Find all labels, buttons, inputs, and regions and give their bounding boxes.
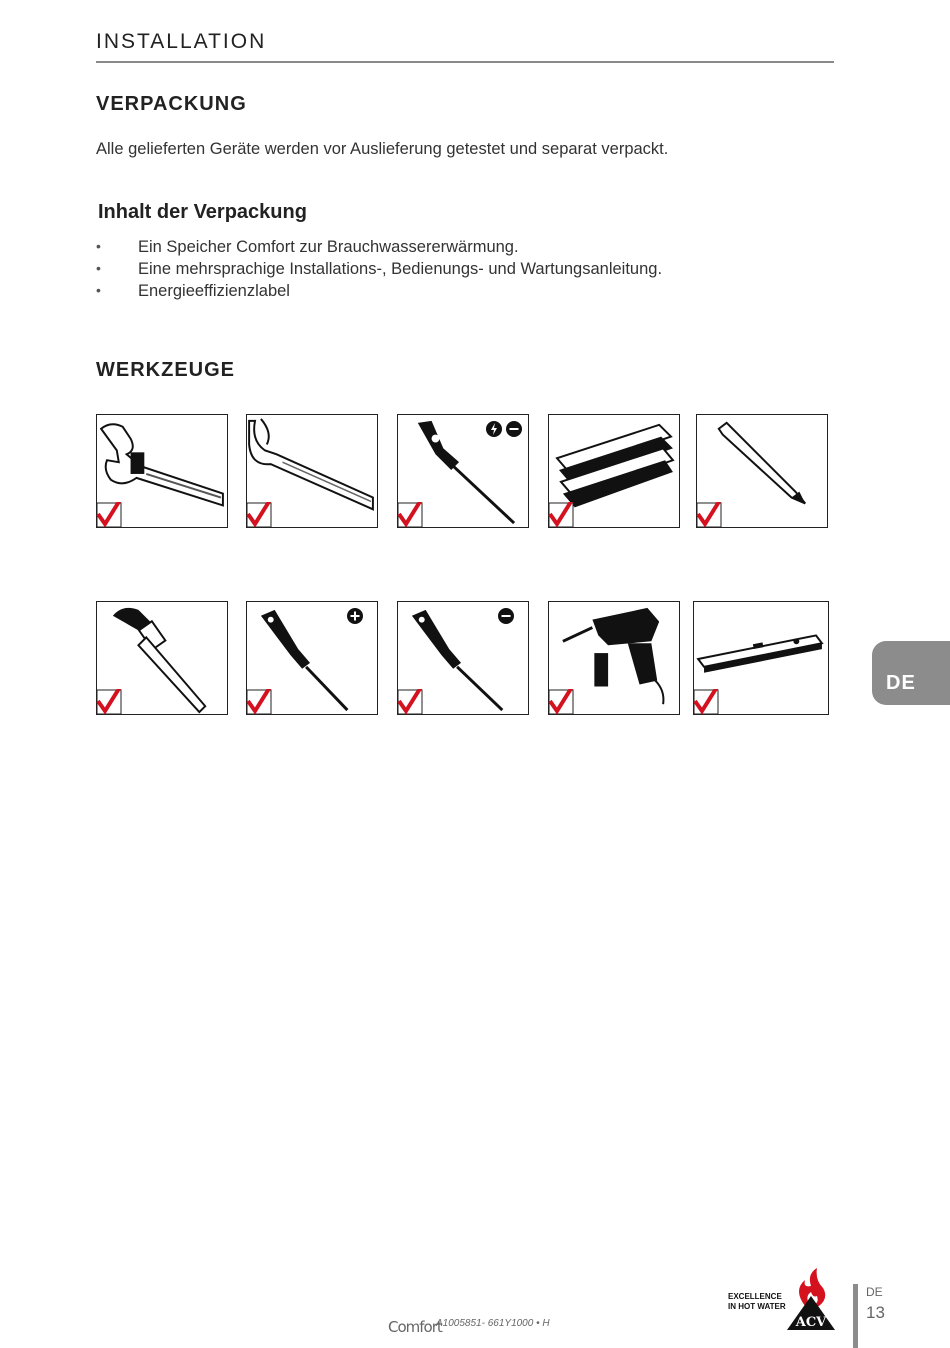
acv-logo-icon xyxy=(785,1266,837,1332)
contents-list xyxy=(96,238,662,304)
tool-adjustable-wrench xyxy=(96,414,228,528)
checkmark-icon xyxy=(96,689,122,715)
logo-text: ACV xyxy=(795,1315,827,1330)
minus-icon xyxy=(506,421,522,437)
language-tab xyxy=(872,641,950,705)
slogan-line: EXCELLENCE xyxy=(728,1292,782,1301)
tool-folding-ruler xyxy=(548,414,680,528)
tool-spirit-level xyxy=(693,601,829,715)
list-item: • Ein Speicher Comfort zur Brauchwassererwärmung. xyxy=(96,238,662,260)
language-tab-label: DE xyxy=(886,672,916,694)
page-language: DE xyxy=(866,1285,883,1299)
list-item: • Eine mehrsprachige Installations-, Bedienungs- und Wartungsanleitung. xyxy=(96,260,662,282)
tool-flat-screwdriver xyxy=(397,601,529,715)
section-heading-packaging: VERPACKUNG xyxy=(96,93,247,115)
checkmark-icon xyxy=(246,502,272,528)
header-divider xyxy=(96,61,834,63)
document-code: A1005851- 661Y1000 • H xyxy=(436,1318,550,1329)
lightning-icon xyxy=(486,421,502,437)
list-item: • Energieeffizienzlabel xyxy=(96,282,662,304)
tool-phillips-screwdriver xyxy=(246,601,378,715)
checkmark-icon xyxy=(548,689,574,715)
tool-pipe-wrench xyxy=(96,601,228,715)
tool-open-end-wrench xyxy=(246,414,378,528)
tool-power-drill xyxy=(548,601,680,715)
plus-icon xyxy=(347,608,363,624)
checkmark-icon xyxy=(397,689,423,715)
header-title: INSTALLATION xyxy=(96,30,267,53)
page-number: 13 xyxy=(866,1303,885,1322)
tool-voltage-tester xyxy=(397,414,529,528)
tool-pencil xyxy=(696,414,828,528)
minus-icon xyxy=(498,608,514,624)
slogan-line: IN HOT WATER xyxy=(728,1302,786,1311)
checkmark-icon xyxy=(397,502,423,528)
packaging-intro-text: Alle gelieferten Geräte werden vor Auslieferung getestet und separat verpackt. xyxy=(96,140,669,158)
checkmark-icon xyxy=(96,502,122,528)
checkmark-icon xyxy=(548,502,574,528)
brand-slogan xyxy=(728,1292,786,1312)
checkmark-icon xyxy=(246,689,272,715)
page-marker-bar xyxy=(853,1284,858,1348)
contents-heading: Inhalt der Verpackung xyxy=(98,201,307,223)
checkmark-icon xyxy=(696,502,722,528)
brand-wordmark: Comfort xyxy=(388,1318,442,1336)
checkmark-icon xyxy=(693,689,719,715)
section-heading-tools: WERKZEUGE xyxy=(96,359,235,381)
